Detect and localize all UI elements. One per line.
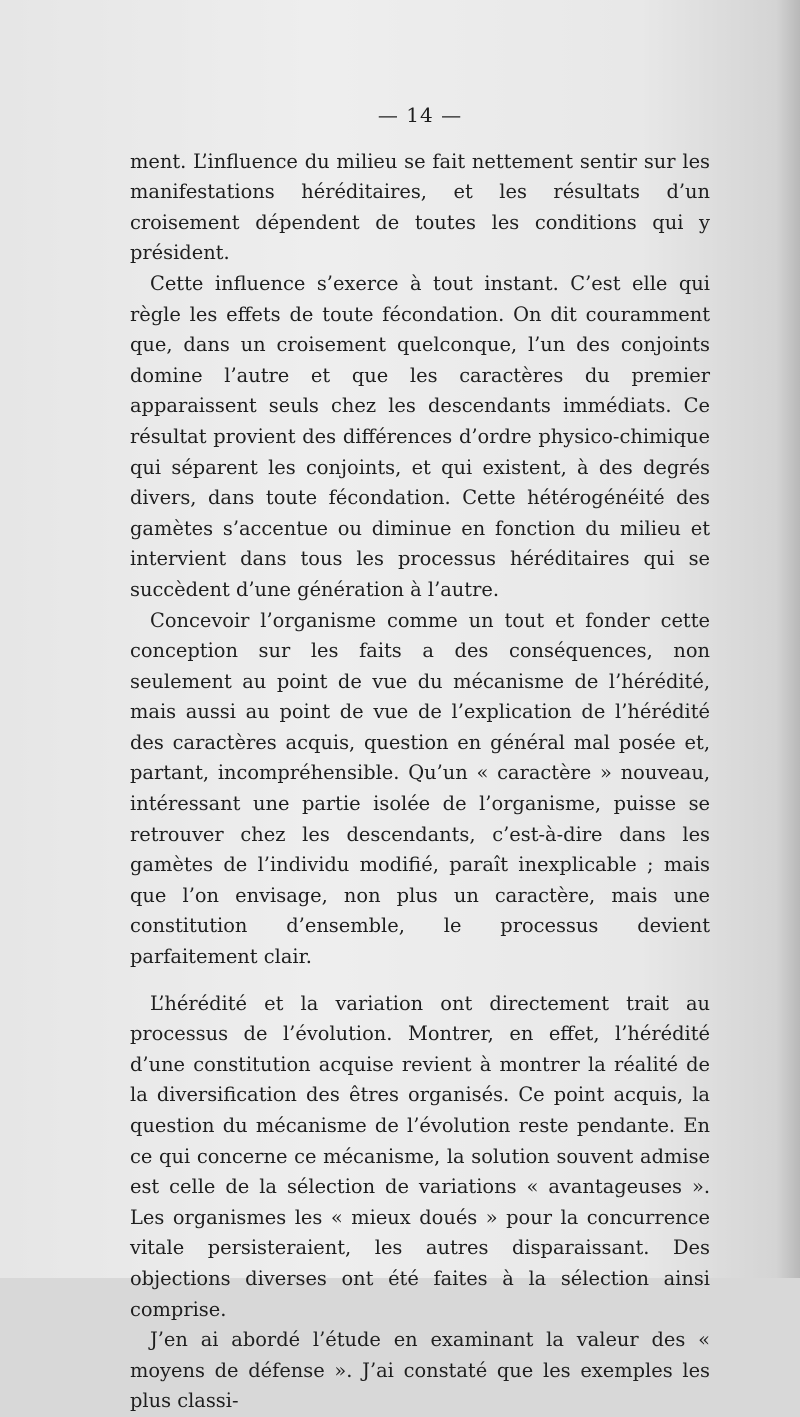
paragraph-5: J’en ai abordé l’étude en examinant la valeur des « moyens de défense ». J’ai constaté que les exemples les plus classi- <box>130 1328 710 1413</box>
paragraph-1: ment. L’influence du milieu se fait nettement sentir sur les manifestations héréditaires, et les résultats d’un croisement dépendent de toutes les conditions qui y président. <box>130 149 710 265</box>
page-text <box>130 100 710 1417</box>
paragraph-3: Concevoir l’organisme comme un tout et fonder cette conception sur les faits a des conséquences, non seulement au point de vue du mécanisme de l’hérédité, mais aussi au point de vue de l’explication de l’hérédité des caractères acquis, question en général mal posée et, partant, incompréhensible. Qu’un « caractère » nouveau, intéressant une partie isolée de l’organisme, puisse se retrouver chez les descendants, c’est-à-dire dans les gamètes de l’individu modifié, paraît inexplicable ; mais que l’on envisage, non plus un caractère, mais une constitution d’ensemble, le processus devient parfaitement clair. <box>130 608 710 969</box>
page-number: — 14 — <box>377 103 463 127</box>
paragraph-2: Cette influence s’exerce à tout instant. C’est elle qui règle les effets de toute fécondation. On dit couramment que, dans un croisement quelconque, l’un des conjoints domine l’autre et que les caractères du premier apparaissent seuls chez les descendants immédiats. Ce résultat provient des différences d’ordre physico-chimique qui séparent les conjoints, et qui existent, à des degrés divers, dans toute fécondation. Cette hétérogénéité des gamètes s’accentue ou diminue en fonction du milieu et intervient dans tous les processus héréditaires qui se succèdent d’une génération à l’autre. <box>130 271 710 601</box>
paragraph-4: L’hérédité et la variation ont directement trait au processus de l’évolution. Montrer, en effet, l’hérédité d’une constitution acquise revient à montrer la réalité de la diversification des êtres organisés. Ce point acquis, la question du mécanisme de l’évolution reste pendante. En ce qui concerne ce mécanisme, la solution souvent admise est celle de la sélection de variations « avantageuses ». Les organismes les « mieux doués » pour la concurrence vitale persisteraient, les autres disparaissant. Des objections diverses ont été faites à la sélection ainsi comprise. <box>130 991 710 1321</box>
